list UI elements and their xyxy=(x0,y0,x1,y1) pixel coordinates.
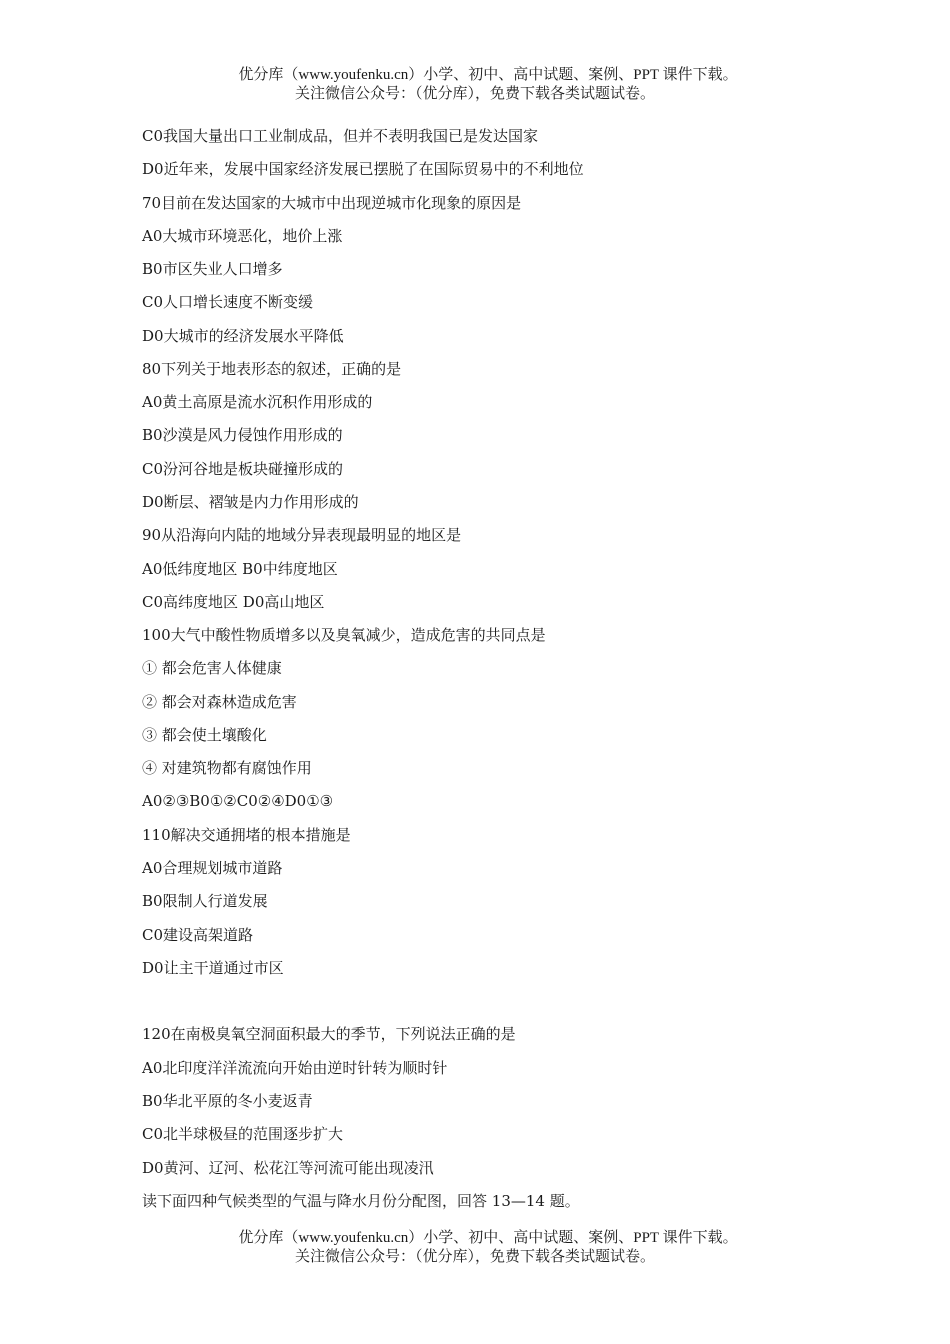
text-line: B0市区失业人口增多 xyxy=(142,260,283,278)
page-footer xyxy=(0,1229,950,1267)
text-line: B0华北平原的冬小麦返青 xyxy=(142,1092,313,1110)
text-line: B0沙漠是风力侵蚀作用形成的 xyxy=(142,426,343,444)
text-line: A0合理规划城市道路 xyxy=(142,859,283,877)
text-line: C0人口增长速度不断变缓 xyxy=(142,293,314,311)
text-line: ④ 对建筑物都有腐蚀作用 xyxy=(142,759,312,777)
text-line: ① 都会危害人体健康 xyxy=(142,659,282,677)
footer-line-2: 关注微信公众号：（优分库），免费下载各类试题试卷。 xyxy=(294,1249,655,1265)
text-line: 读下面四种气候类型的气温与降水月份分配图，回答 13—14 题。 xyxy=(142,1192,580,1210)
text-line: A0北印度洋洋流流向开始由逆时针转为顺时针 xyxy=(142,1059,448,1077)
text-line: D0断层、褶皱是内力作用形成的 xyxy=(142,493,359,511)
text-line: D0黄河、辽河、松花江等河流可能出现凌汛 xyxy=(142,1159,434,1177)
text-line: C0我国大量出口工业制成品，但并不表明我国已是发达国家 xyxy=(142,127,539,145)
page-header xyxy=(0,66,950,104)
text-line: A0低纬度地区 B0中纬度地区 xyxy=(142,560,338,578)
text-line: C0建设高架道路 xyxy=(142,926,254,944)
text-line: B0限制人行道发展 xyxy=(142,892,268,910)
question-7: 70目前在发达国家的大城市中出现逆城市化现象的原因是 xyxy=(142,194,522,212)
header-line-2: 关注微信公众号：（优分库），免费下载各类试题试卷。 xyxy=(294,86,655,102)
question-8: 80下列关于地表形态的叙述，正确的是 xyxy=(142,360,402,378)
text-line: C0北半球极昼的范围逐步扩大 xyxy=(142,1125,344,1143)
question-11: 110解决交通拥堵的根本措施是 xyxy=(142,826,351,844)
text-line: A0黄土高原是流水沉积作用形成的 xyxy=(142,393,373,411)
text-line: D0大城市的经济发展水平降低 xyxy=(142,327,344,345)
text-line: A0大城市环境恶化，地价上涨 xyxy=(142,227,343,245)
question-10: 100大气中酸性物质增多以及臭氧减少，造成危害的共同点是 xyxy=(142,626,546,644)
text-line: C0汾河谷地是板块碰撞形成的 xyxy=(142,460,344,478)
footer-line-1: 优分库（www.youfenku.cn）小学、初中、高中试题、案例、PPT 课件下载。 xyxy=(238,1230,738,1246)
text-line: ② 都会对森林造成危害 xyxy=(142,693,297,711)
text-line: A0②③B0①②C0②④D0①③ xyxy=(142,792,334,810)
question-12: 120在南极臭氧空洞面积最大的季节，下列说法正确的是 xyxy=(142,1025,516,1043)
text-line: ③ 都会使土壤酸化 xyxy=(142,726,267,744)
question-9: 90从沿海向内陆的地域分异表现最明显的地区是 xyxy=(142,526,462,544)
text-line: D0近年来，发展中国家经济发展已摆脱了在国际贸易中的不利地位 xyxy=(142,160,584,178)
header-line-1: 优分库（www.youfenku.cn）小学、初中、高中试题、案例、PPT 课件下载。 xyxy=(238,67,738,83)
text-line: C0高纬度地区 D0高山地区 xyxy=(142,593,325,611)
text-line: D0让主干道通过市区 xyxy=(142,959,284,977)
